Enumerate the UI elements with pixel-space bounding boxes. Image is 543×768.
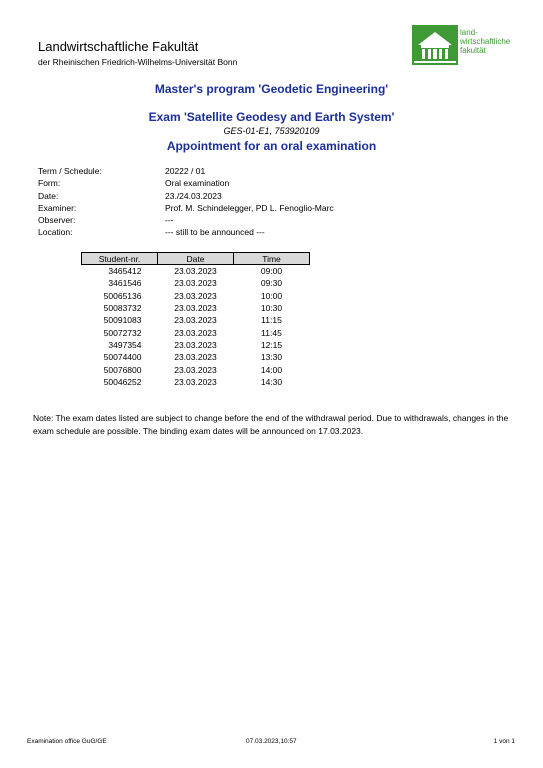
info-value: Oral examination	[165, 178, 230, 189]
info-value: 23./24.03.2023	[165, 190, 222, 201]
info-value: ---	[165, 215, 174, 226]
footer-office: Examination office GuG/GE	[27, 738, 107, 745]
info-label: Form:	[38, 178, 61, 189]
info-row	[38, 178, 458, 190]
info-row	[38, 203, 458, 215]
table-row: 50046252 23.03.2023 14:30	[103, 376, 283, 387]
table-row: 3497354 23.03.2023 12:15	[108, 339, 283, 350]
schedule-table	[81, 252, 310, 388]
info-row	[38, 166, 458, 178]
info-value: Prof. M. Schindelegger, PD L. Fenoglio-Marc	[165, 202, 334, 213]
column-header: Date	[158, 253, 234, 265]
info-value: 20222 / 01	[165, 166, 206, 176]
table-row: 50091083 23.03.2023 11:15	[103, 315, 282, 326]
program-title: Master's program 'Geodetic Engineering'	[154, 82, 389, 96]
table-row: 3465412 23.03.2023 09:00	[108, 266, 283, 277]
info-label: Observer:	[38, 215, 76, 226]
exam-title: Exam 'Satellite Geodesy and Earth System'	[148, 110, 395, 124]
info-row	[38, 191, 458, 203]
table-row: 50083732 23.03.2023 10:30	[103, 303, 283, 314]
table-row: 50065136 23.03.2023 10:00	[103, 290, 283, 301]
table-row: 50074400 23.03.2023 13:30	[103, 352, 283, 363]
note-text: Note: The exam dates listed are subject to change before the end of the withdrawal period. Due to withdrawals, changes in the exam schedule are possible. The binding exam dates will be announced on 17.03.2023.	[33, 413, 509, 436]
table-row: 50076800 23.03.2023 14:00	[103, 364, 283, 375]
logo-text: land- wirtschaftliche fakultät	[460, 28, 511, 55]
table-row: 3461546 23.03.2023 09:30	[108, 278, 283, 289]
appointment-title: Appointment for an oral examination	[166, 139, 377, 153]
table-header-row	[82, 253, 310, 265]
table-row: 50072732 23.03.2023 11:45	[103, 327, 282, 338]
footer-page-number: 1 von 1	[493, 738, 515, 745]
info-row	[38, 215, 458, 227]
university-name: der Rheinischen Friedrich-Wilhelms-Universität Bonn	[38, 57, 238, 67]
info-label: Location:	[38, 227, 73, 238]
info-label: Term / Schedule:	[38, 166, 102, 176]
column-header: Student-nr.	[82, 253, 158, 265]
exam-info	[38, 166, 458, 240]
column-header: Time	[234, 253, 310, 265]
info-label: Date:	[38, 190, 59, 201]
exam-code: GES-01-E1, 753920109	[223, 126, 320, 136]
info-label: Examiner:	[38, 202, 77, 213]
info-value: --- still to be announced ---	[165, 227, 265, 238]
info-row	[38, 227, 458, 239]
footer-timestamp: 07.03.2023,10:57	[246, 738, 297, 745]
faculty-title: Landwirtschaftliche Fakultät	[38, 39, 199, 54]
